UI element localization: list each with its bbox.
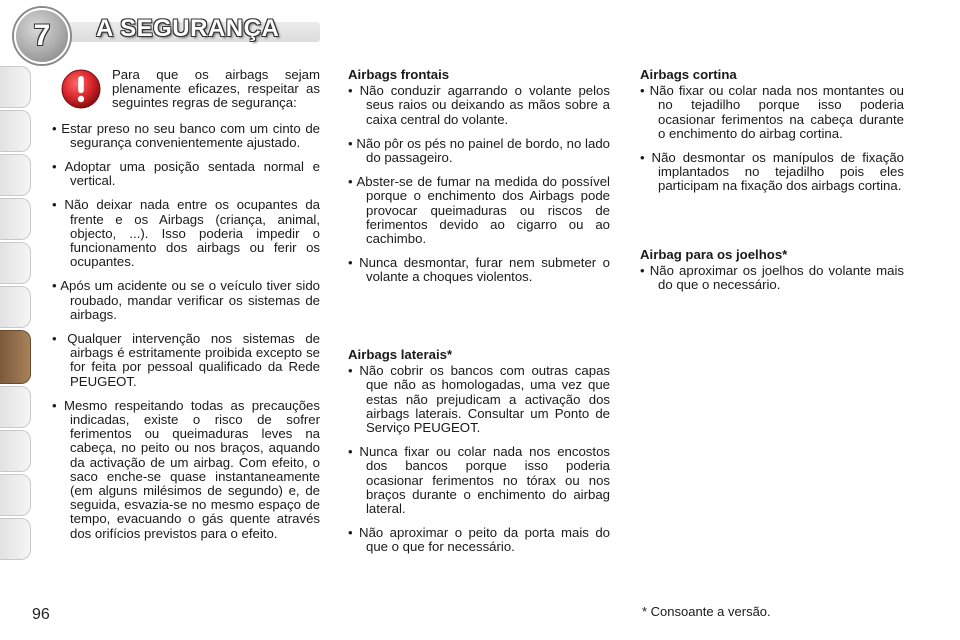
lateral-airbags-section [348,348,610,555]
list-item: • Não deixar nada entre os ocupantes da frente e os Airbags (criança, animal, objecto, ...). Isso poderia impedir o funcionamento dos airbags ou ferir os ocupantes. [52,197,320,270]
list-item: • Nunca desmontar, furar nem submeter o volante a choques violentos. [348,255,610,285]
list-item: • Não fixar ou colar nada nos montantes ou no tejadilho porque isso poderia ocasionar ferimentos na cabeça durante o enchimento do airbag cortina. [640,83,904,141]
list-item: • Não conduzir agarrando o volante pelos seus raios ou deixando as mãos sobre a caixa central do volante. [348,83,610,127]
knee-airbag-section [640,248,904,293]
list-item: • Estar preso no seu banco com um cinto de segurança convenientemente ajustado. [52,120,320,150]
side-tab-3[interactable] [0,154,31,196]
list-item: • Não aproximar o peito da porta mais do que o que for necessário. [348,525,610,555]
footnote: * Consoante a versão. [642,604,771,619]
side-tab-6[interactable] [0,286,31,328]
chapter-number: 7 [33,19,51,52]
curtain-knee-column [640,67,904,293]
intro-text: Para que os airbags sejam plenamente eficazes, respeitar as seguintes regras de segurança: [112,67,320,111]
side-tab-9[interactable] [0,430,31,472]
frontal-lateral-column [348,67,610,555]
list-item: • Qualquer intervenção nos sistemas de airbags é estritamente proibida excepto se for feita por pessoal qualificado da Rede PEUGEOT. [52,331,320,389]
curtain-airbags-heading: Airbags cortina [640,67,737,82]
page-title: A SEGURANÇA [96,15,280,42]
side-tab-4[interactable] [0,198,31,240]
side-tab-7-active[interactable] [0,330,31,384]
curtain-airbags-section [640,68,904,194]
list-item: • Não pôr os pés no painel de bordo, no lado do passageiro. [348,135,610,166]
chapter-badge [14,8,70,64]
list-item: • Não desmontar os manípulos de fixação implantados no tejadilho pois eles participam na fixação dos airbags cortina. [640,150,904,194]
knee-airbag-heading: Airbag para os joelhos* [640,247,788,262]
lateral-airbags-heading: Airbags laterais* [348,347,453,362]
side-tab-10[interactable] [0,474,31,516]
frontal-airbags-heading: Airbags frontais [348,67,450,82]
side-tab-1[interactable] [0,66,31,108]
side-tab-8[interactable] [0,386,31,428]
list-item: • Não aproximar os joelhos do volante mais do que o necessário. [640,263,904,293]
side-tab-2[interactable] [0,110,31,152]
safety-rules-column [52,68,320,541]
list-item: • Após um acidente ou se o veículo tiver sido roubado, mandar verificar os sistemas de airbags. [52,278,320,322]
frontal-airbags-section [348,68,610,285]
list-item: • Mesmo respeitando todas as precauções indicadas, existe o risco de sofrer ferimentos ou queimaduras leves na cabeça, no peito ou nos braços, aquando da activação de um airbag. Com efeito, o saco enche-se quase instantaneamente (em alguns milésimos de segundo) e, de seguida, esvazia-se no mesmo espaço de tempo, evacuando o gás quente através dos orifícios previstos para o efeito. [52,397,320,541]
side-tab-11[interactable] [0,518,31,560]
list-item: • Não cobrir os bancos com outras capas que não as homologadas, uma vez que estas não prejudicam a activação dos airbags laterais. Consultar um Ponto de Serviço PEUGEOT. [348,363,610,436]
side-tab-5[interactable] [0,242,31,284]
page-number: 96 [32,606,50,623]
list-item: • Nunca fixar ou colar nada nos encostos dos bancos porque isso poderia ocasionar ferimentos no tórax ou nos braços durante o enchimento do airbag lateral. [348,444,610,517]
list-item: • Adoptar uma posição sentada normal e vertical. [52,159,320,189]
list-item: • Abster-se de fumar na medida do possível porque o enchimento dos Airbags pode provocar queimaduras ou riscos de ferimentos devido ao cigarro ou ao cachimbo. [348,174,610,247]
